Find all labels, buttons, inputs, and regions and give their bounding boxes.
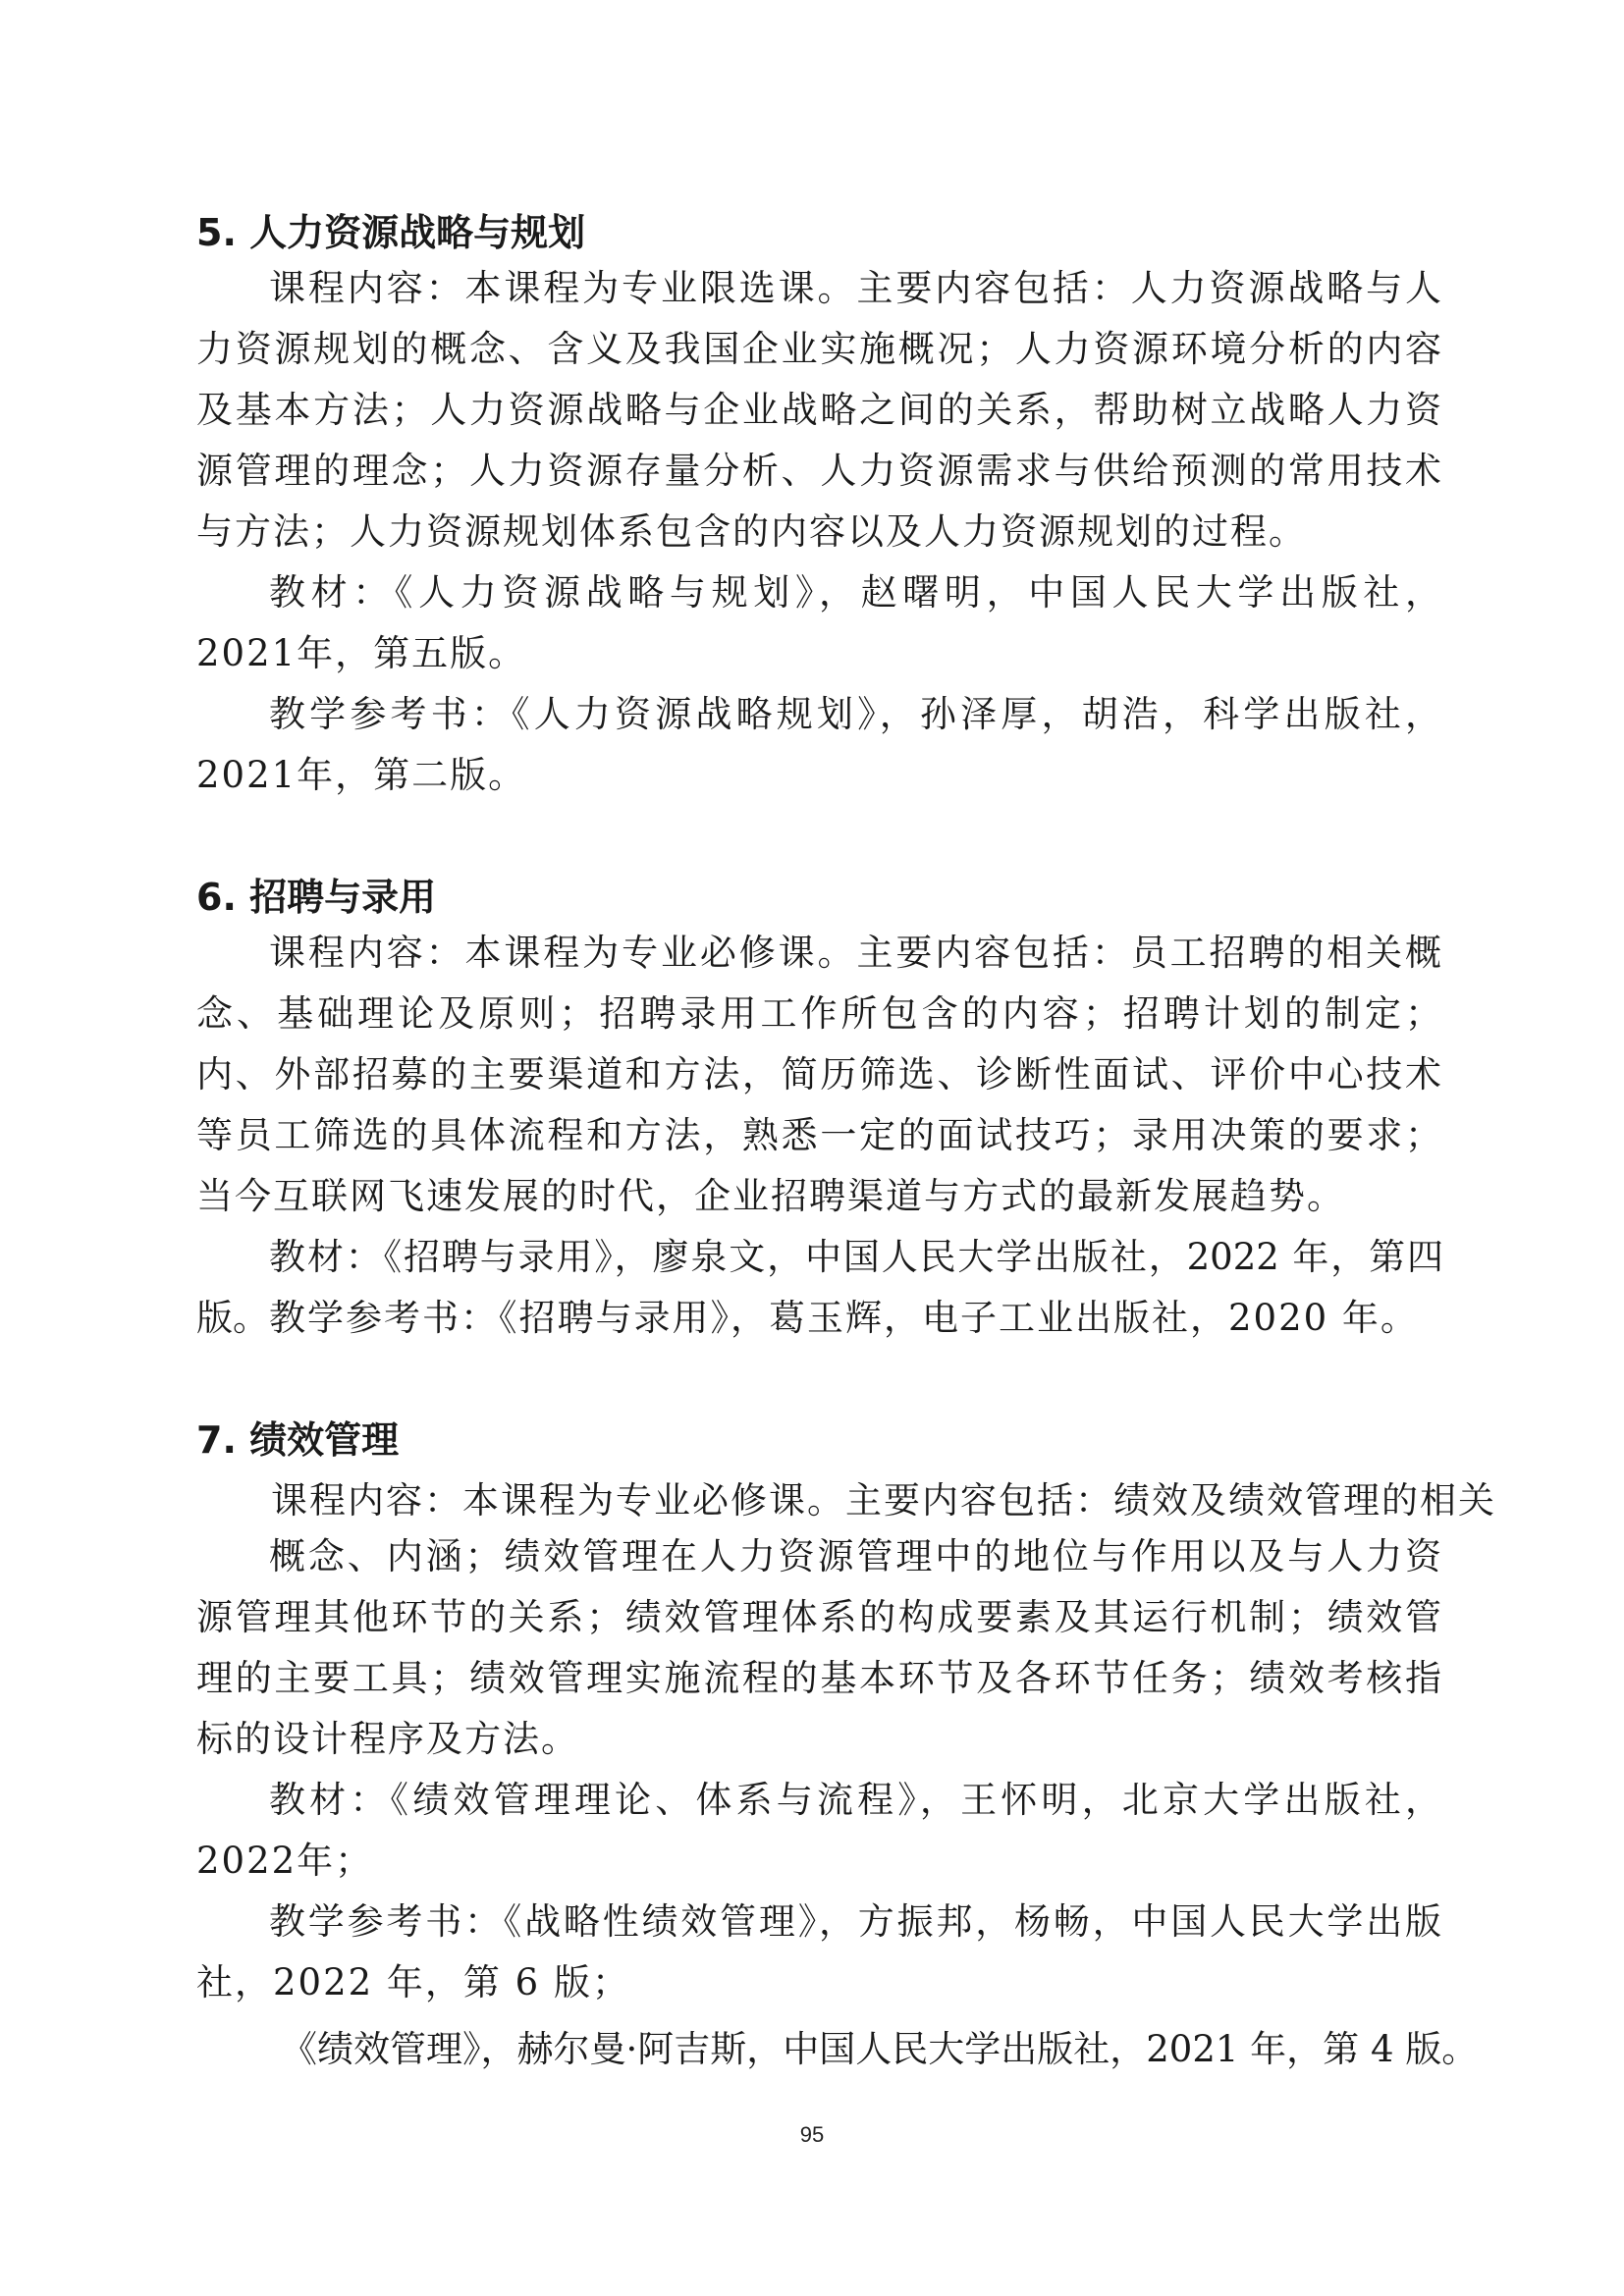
section-5-content: 课程内容：本课程为专业限选课。主要内容包括：人力资源战略与人力资源规划的概念、含义及我国企业实施概况；人力资源环境分析的内容及基本方法；人力资源战略与企业战略之间的关系，帮助树立战略人力资源管理的理念；人力资源存量分析、人力资源需求与供给预测的常用技术与方法；人力资源规划体系包含的内容以及人力资源规划的过程。 — [196, 267, 1443, 553]
section-6-reference: 教学参考书：《招聘与录用》，葛玉辉，电子工业出版社，2020 年。 — [269, 1297, 1419, 1339]
section-7-reference-2: 《绩效管理》，赫尔曼·阿吉斯，中国人民大学出版社，2021 年，第 4 版。 — [281, 2028, 1479, 2070]
section-6-content: 课程内容：本课程为专业必修课。主要内容包括：员工招聘的相关概念、基础理论及原则；招聘录用工作所包含的内容；招聘计划的制定；内、外部招募的主要渠道和方法，简历筛选、诊断性面试、评价中心技术等员工筛选的具体流程和方法，熟悉一定的面试技巧；录用决策的要求；当今互联网飞速发展的时代，企业招聘渠道与方式的最新发展趋势。 — [196, 932, 1443, 1217]
section-6-heading: 6. 招聘与录用 — [196, 876, 437, 919]
section-6-textbook: 教材：《招聘与录用》，廖泉文，中国人民大学出版社，2022 年，第四版。 — [196, 1236, 1443, 1339]
section-5-reference: 教学参考书：《人力资源战略规划》，孙泽厚，胡浩，科学出版社，2021年，第二版。 — [196, 693, 1443, 796]
section-7-content-line1: 课程内容：本课程为专业必修课。主要内容包括：绩效及绩效管理的相关 — [271, 1479, 1496, 1522]
section-5-textbook: 教材：《人力资源战略与规划》，赵曙明，中国人民大学出版社，2021年，第五版。 — [196, 571, 1443, 674]
page-number: 95 — [799, 2122, 825, 2147]
section-7-content: 概念、内涵；绩效管理在人力资源管理中的地位与作用以及与人力资源管理其他环节的关系；绩效管理体系的构成要素及其运行机制；绩效管理的主要工具；绩效管理实施流程的基本环节及各环节任务；绩效考核指标的设计程序及方法。 — [196, 1535, 1443, 1760]
section-7-heading: 7. 绩效管理 — [196, 1418, 400, 1462]
section-5-heading: 5. 人力资源战略与规划 — [196, 211, 586, 254]
section-7-reference: 教学参考书：《战略性绩效管理》，方振邦，杨畅，中国人民大学出版社，2022 年，第 6 版； — [196, 1900, 1443, 2003]
section-7-textbook: 教材：《绩效管理理论、体系与流程》，王怀明，北京大学出版社，2022年； — [196, 1779, 1443, 1882]
